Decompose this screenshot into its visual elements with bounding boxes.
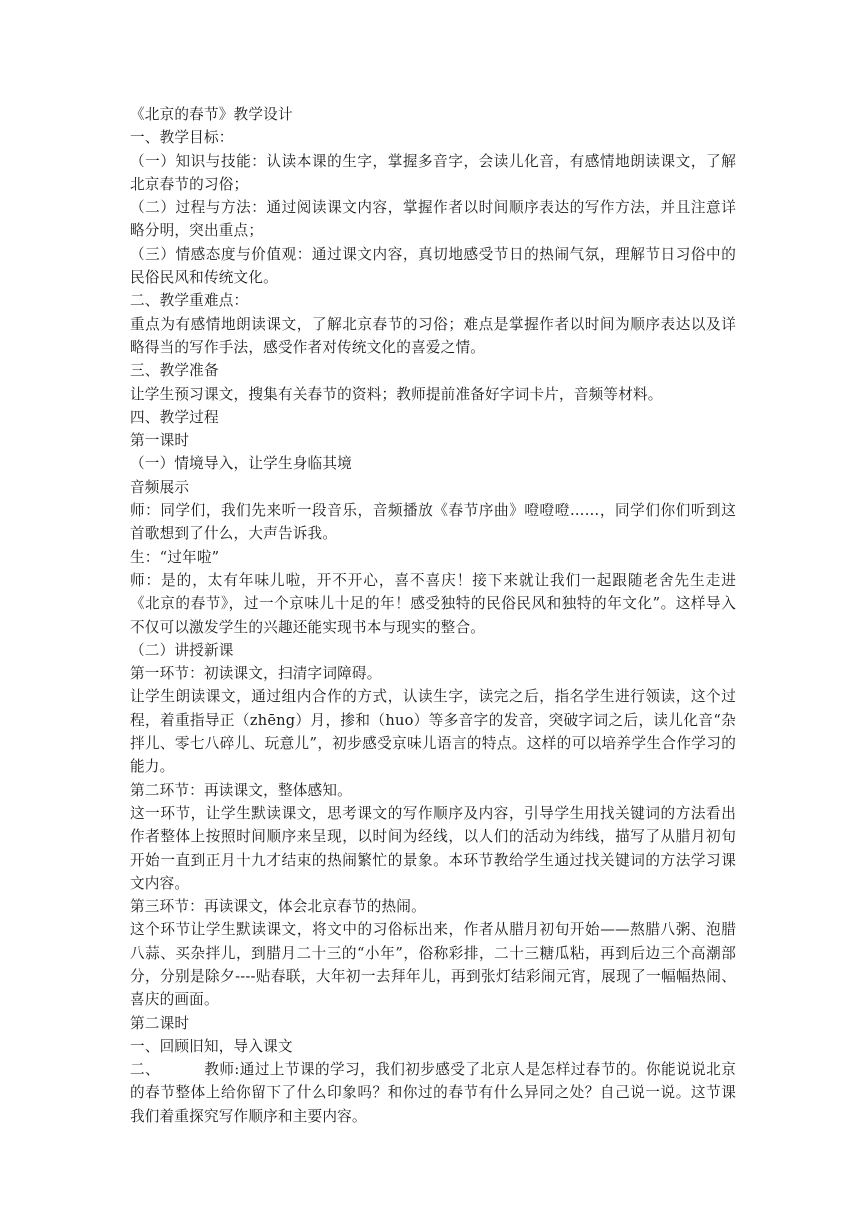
section-heading-process: 四、教学过程 [130,408,219,426]
teacher-line-1: 师：同学们，我们先来听一段音乐，音频播放《春节序曲》噔噔噔……，同学们你们听到这首歌想到了什么，大声告诉我。 [130,502,736,543]
lesson-two-heading: 第二课时 [130,1014,190,1032]
stage-one-text: 让学生朗读课文，通过组内合作的方式，认读生字，读完之后，指名学生进行领读，这个过程，着重指导正（zhēng）月，掺和（huo）等多音字的发音，突破字词之后，读儿化音“杂拌儿、零七八碎儿、玩意儿”，初步感受京味儿语言的特点。这样的可以培养学生合作学习的能力。 [130,688,736,776]
stage-two-heading: 第二环节：再读课文，整体感知。 [130,781,352,799]
objective-emotion: （三）情感态度与价值观：通过课文内容，真切地感受节日的热闹气氛，理解节日习俗中的民俗民风和传统文化。 [130,245,736,287]
student-line: 生：“过年啦” [130,548,220,566]
final-paragraph-number: 二、 [130,1061,161,1079]
final-paragraph-text: 教师:通过上节课的学习，我们初步感受了北京人是怎样过春节的。你能说说北京的春节整体上给你留下了什么印象吗？和你过的春节有什么异同之处？自己说一说。这节课我们着重探究写作顺序和主要内容。 [130,1061,736,1125]
review-heading: 一、回顾旧知，导入课文 [130,1037,293,1055]
step-intro-heading: （一）情境导入，让学生身临其境 [130,455,352,473]
teacher-line-2: 师：是的，太有年味儿啦，开不开心，喜不喜庆！接下来就让我们一起跟随老舍先生走进《北京的春节》，过一个京味儿十足的年！感受独特的民俗民风和独特的年文化”。这样导入不仅可以激发学生的兴趣还能实现书本与现实的整合。 [130,571,736,636]
lesson-one-heading: 第一课时 [130,432,190,450]
objective-knowledge: （一）知识与技能：认读本课的生字，掌握多音字，会读儿化音，有感情地朗读课文，了解北京春节的习俗； [130,152,736,193]
preparation-text: 让学生预习课文，搜集有关春节的资料；教师提前准备好字词卡片，音频等材料。 [130,385,663,403]
section-heading-key-points: 二、教学重难点： [130,292,249,310]
document-body [130,103,736,1128]
stage-two-text: 这一环节，让学生默读课文，思考课文的写作顺序及内容，引导学生用找关键词的方法看出作者整体上按照时间顺序来呈现，以时间为经线，以人们的活动为纬线，描写了从腊月初旬开始一直到正月十九才结束的热闹繁忙的景象。本环节教给学生通过找关键词的方法学习课文内容。 [130,804,736,892]
document-title: 《北京的春节》教学设计 [130,106,293,123]
final-paragraph [130,1058,736,1128]
stage-three-text: 这个环节让学生默读课文，将文中的习俗标出来，作者从腊月初旬开始——熬腊八粥、泡腊八蒜、买杂拌儿，到腊月二十三的“小年”，俗称彩排，二十三糖瓜粘，再到后边三个高潮部分，分别是除夕----贴春联，大年初一去拜年儿，再到张灯结彩闹元宵，展现了一幅幅热闹、喜庆的画面。 [130,921,736,1009]
objective-process: （二）过程与方法：通过阅读课文内容，掌握作者以时间顺序表达的写作方法，并且注意详略分明，突出重点； [130,199,736,240]
section-heading-objectives: 一、教学目标： [130,129,234,147]
section-heading-preparation: 三、教学准备 [130,362,219,380]
step-new-lesson-heading: （二）讲授新课 [130,641,234,659]
stage-one-heading: 第一环节：初读课文，扫清字词障碍。 [130,665,382,683]
audio-display-label: 音频展示 [130,478,190,496]
key-points-text: 重点为有感情地朗读课文，了解北京春节的习俗；难点是掌握作者以时间为顺序表达以及详略得当的写作手法，感受作者对传统文化的喜爱之情。 [130,315,736,356]
stage-three-heading: 第三环节：再读课文，体会北京春节的热闹。 [130,898,426,916]
